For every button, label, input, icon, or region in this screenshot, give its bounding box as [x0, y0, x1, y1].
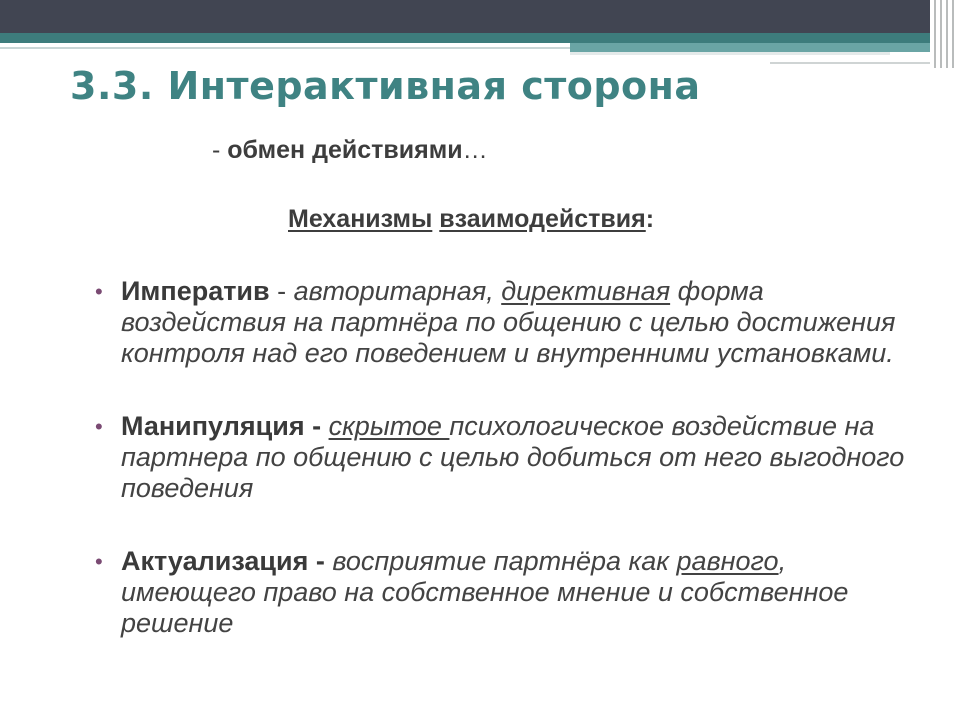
- slide-title: 3.3. Интерактивная сторона: [70, 64, 701, 108]
- desc-underlined: директивная: [501, 276, 671, 306]
- subtitle-ellipsis: …: [462, 136, 488, 164]
- section-word-1: Механизмы: [288, 205, 433, 233]
- header-light-line: [570, 52, 890, 55]
- desc-underlined: скрытое: [328, 411, 450, 441]
- slide-subtitle: [212, 136, 488, 165]
- list-item: [95, 546, 925, 639]
- item-separator: -: [269, 276, 294, 306]
- header-stripes: [930, 0, 960, 68]
- header-teal-accent: [570, 43, 930, 52]
- subtitle-text: обмен действиями: [227, 136, 463, 164]
- subtitle-dash: -: [212, 136, 228, 164]
- header-teal-bar: [0, 33, 930, 43]
- item-term: Императив: [121, 276, 270, 306]
- desc-part: восприятие партнёра как: [332, 546, 677, 576]
- bullet-icon: •: [95, 549, 103, 574]
- desc-part: авторитарная,: [293, 276, 502, 306]
- section-colon: :: [645, 205, 655, 233]
- list-item: [95, 276, 925, 369]
- header-thin-line: [0, 47, 570, 49]
- mechanism-list: [95, 276, 925, 639]
- desc-underlined: равного: [676, 546, 779, 576]
- section-word-2: взаимодействия: [439, 205, 646, 233]
- item-term: Актуализация -: [121, 546, 333, 576]
- header-dark-bar: [0, 0, 930, 33]
- desc-part: психологическое воздействие на партнера по общению с целью добиться от него выгодного поведения: [121, 411, 905, 503]
- bullet-icon: •: [95, 414, 103, 439]
- section-heading: [288, 205, 654, 234]
- desc-part: , имеющего право на собственное мнение и собственное решение: [121, 546, 849, 638]
- bullet-icon: •: [95, 279, 103, 304]
- item-term: Манипуляция -: [121, 411, 329, 441]
- list-item: [95, 411, 925, 504]
- header-gray-line: [770, 62, 940, 64]
- desc-part: форма воздействия на партнёра по общению с целью достижения контроля над его поведением и внутренними установками.: [121, 276, 896, 368]
